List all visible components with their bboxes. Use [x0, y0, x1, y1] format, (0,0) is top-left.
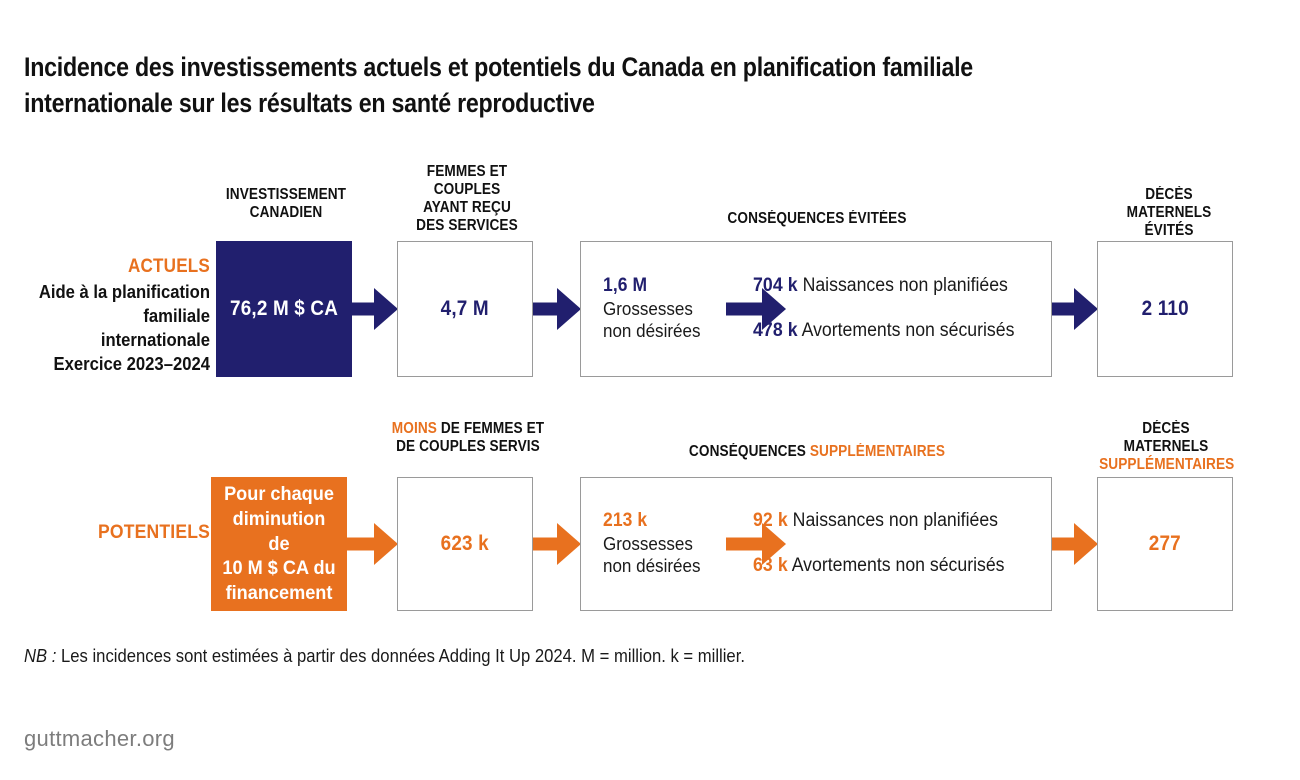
box-deaths-actuels [1097, 241, 1233, 377]
footnote [24, 645, 745, 667]
arrow-head [374, 523, 398, 565]
services-value-potentiels: 623 k [440, 532, 490, 555]
footnote-nb-label: NB : [24, 645, 57, 666]
column-header-services-row1 [401, 163, 533, 236]
outcome-2-value-actuels: 478 k [753, 320, 798, 341]
pregnancies-group-actuels [603, 275, 731, 342]
column-header-services-row2-rest: DE FEMMES ET [436, 420, 545, 437]
arrow-head [762, 523, 786, 565]
outcome-line-1-actuels [753, 276, 1030, 297]
box-investment-potentiels [211, 477, 347, 611]
investment-value-actuels: 76,2 M $ CA [229, 297, 339, 320]
pregnancies-desc-line1-potentiels: Grossesses [603, 533, 693, 555]
box-services-potentiels [397, 477, 533, 611]
row-label-actuels-line2: familiale internationale [100, 305, 210, 350]
footnote-text: Les incidences sont estimées à partir des données Adding It Up 2024. M = million. k = millier. [56, 645, 745, 666]
column-header-consequences-row1 [610, 210, 1024, 228]
arrow-shaft [1052, 538, 1076, 551]
column-header-deaths-row2-line1: DÉCÈS MATERNELS [1123, 420, 1209, 456]
arrow-right-icon-investment-to-services-potentiels [347, 523, 398, 565]
investment-potentiels-line4: financement [225, 582, 333, 605]
box-services-actuels [397, 241, 533, 377]
column-header-services-row2-line2: DE COUPLES SERVIS [396, 438, 540, 456]
outcome-line-2-actuels [753, 321, 1030, 342]
arrow-shaft [347, 538, 376, 551]
outcome-1-label-actuels: Naissances non planifiées [802, 275, 1008, 297]
arrow-shaft [352, 303, 376, 316]
pregnancies-group-potentiels [603, 510, 731, 577]
arrow-head [557, 523, 581, 565]
column-header-deaths-row2-highlight: SUPPLÉMENTAIRES [1099, 456, 1235, 474]
pregnancies-value-potentiels: 213 k [603, 510, 648, 532]
arrow-shaft [1052, 303, 1076, 316]
column-header-investment [224, 186, 347, 222]
outcome-1-value-actuels: 704 k [753, 275, 798, 297]
outcome-1-label-potentiels: Naissances non planifiées [792, 510, 998, 532]
outcome-2-value-potentiels: 63 k [753, 555, 788, 576]
arrow-head [1074, 523, 1098, 565]
consequences-inner-potentiels [581, 478, 1051, 610]
outcome-2-label-actuels: Avortements non sécurisés [801, 320, 1015, 341]
row-label-actuels-line1: Aide à la planification [38, 280, 210, 302]
arrow-shaft [726, 538, 764, 551]
box-investment-actuels [216, 241, 352, 377]
arrow-right-icon-services-to-consequences-actuels [533, 288, 581, 330]
arrow-head [557, 288, 581, 330]
row-label-potentiels-kicker: POTENTIELS [98, 521, 210, 543]
row-label-actuels-line3: Exercice 2023–2024 [53, 352, 210, 374]
arrow-right-icon-investment-to-services-actuels [352, 288, 398, 330]
deaths-value-potentiels: 277 [1148, 532, 1182, 555]
outcome-line-1-potentiels [753, 511, 1030, 532]
consequences-inner-actuels [581, 242, 1051, 376]
pregnancies-desc-line2-actuels: non désirées [603, 320, 701, 342]
outcome-1-value-potentiels: 92 k [753, 510, 788, 532]
column-header-deaths-row1 [1105, 186, 1233, 240]
pregnancies-desc-line1-actuels: Grossesses [603, 298, 693, 320]
arrow-right-icon-consequences-to-deaths-actuels [1052, 288, 1098, 330]
column-header-consequences-row2-prefix: CONSÉQUENCES [688, 443, 810, 460]
investment-potentiels-line2: diminution de [232, 507, 326, 555]
row-label-actuels [10, 255, 210, 375]
box-consequences-actuels [580, 241, 1052, 377]
pregnancies-desc-line2-potentiels: non désirées [603, 555, 701, 577]
investment-value-potentiels [216, 482, 342, 607]
box-deaths-potentiels [1097, 477, 1233, 611]
outcome-line-2-potentiels [753, 556, 1030, 577]
column-header-consequences-row2-highlight: SUPPLÉMENTAIRES [809, 443, 946, 460]
arrow-head [374, 288, 398, 330]
arrow-head [1074, 288, 1098, 330]
outcomes-group-actuels [753, 276, 1051, 342]
column-header-deaths-row1-line2: ÉVITÉS [1144, 222, 1194, 240]
deaths-value-actuels: 2 110 [1141, 297, 1189, 320]
services-value-actuels: 4,7 M [440, 297, 490, 320]
arrow-shaft [533, 538, 559, 551]
column-header-consequences-row2 [610, 443, 1024, 461]
row-label-potentiels [30, 520, 210, 545]
investment-potentiels-line1: Pour chaque [224, 482, 334, 505]
arrow-shaft [533, 303, 559, 316]
column-header-investment-text: INVESTISSEMENT CANADIEN [225, 186, 347, 222]
column-header-services-row1-line3: DES SERVICES [416, 217, 518, 235]
pregnancies-value-actuels: 1,6 M [603, 275, 648, 297]
outcome-2-label-potentiels: Avortements non sécurisés [791, 555, 1005, 576]
column-header-services-row2-highlight: MOINS [391, 420, 437, 437]
column-header-services-row2 [391, 420, 546, 456]
arrow-head [762, 288, 786, 330]
arrow-right-icon-pregnancies-to-outcomes-actuels [726, 288, 786, 330]
column-header-deaths-row2 [1099, 420, 1233, 474]
column-header-services-row1-line1: FEMMES ET COUPLES [426, 163, 508, 199]
footer-site-name: guttmacher.org [24, 726, 175, 751]
investment-potentiels-line3: 10 M $ CA du [222, 557, 336, 580]
arrow-shaft [726, 303, 764, 316]
column-header-services-row1-line2: AYANT REÇU [423, 199, 511, 217]
outcomes-group-potentiels [753, 511, 1051, 577]
arrow-right-icon-services-to-consequences-potentiels [533, 523, 581, 565]
column-header-deaths-row1-line1: DÉCÈS MATERNELS [1126, 186, 1212, 222]
row-label-actuels-kicker: ACTUELS [127, 256, 210, 277]
arrow-right-icon-consequences-to-deaths-potentiels [1052, 523, 1098, 565]
column-header-services-row2-line1 [391, 420, 546, 438]
box-consequences-potentiels [580, 477, 1052, 611]
column-header-consequences-row1-text: CONSÉQUENCES ÉVITÉES [727, 210, 907, 227]
page-title: Incidence des investissements actuels et potentiels du Canada en planification familiale internationale sur les résultats en santé reproductive [24, 52, 973, 118]
arrow-right-icon-pregnancies-to-outcomes-potentiels [726, 523, 786, 565]
